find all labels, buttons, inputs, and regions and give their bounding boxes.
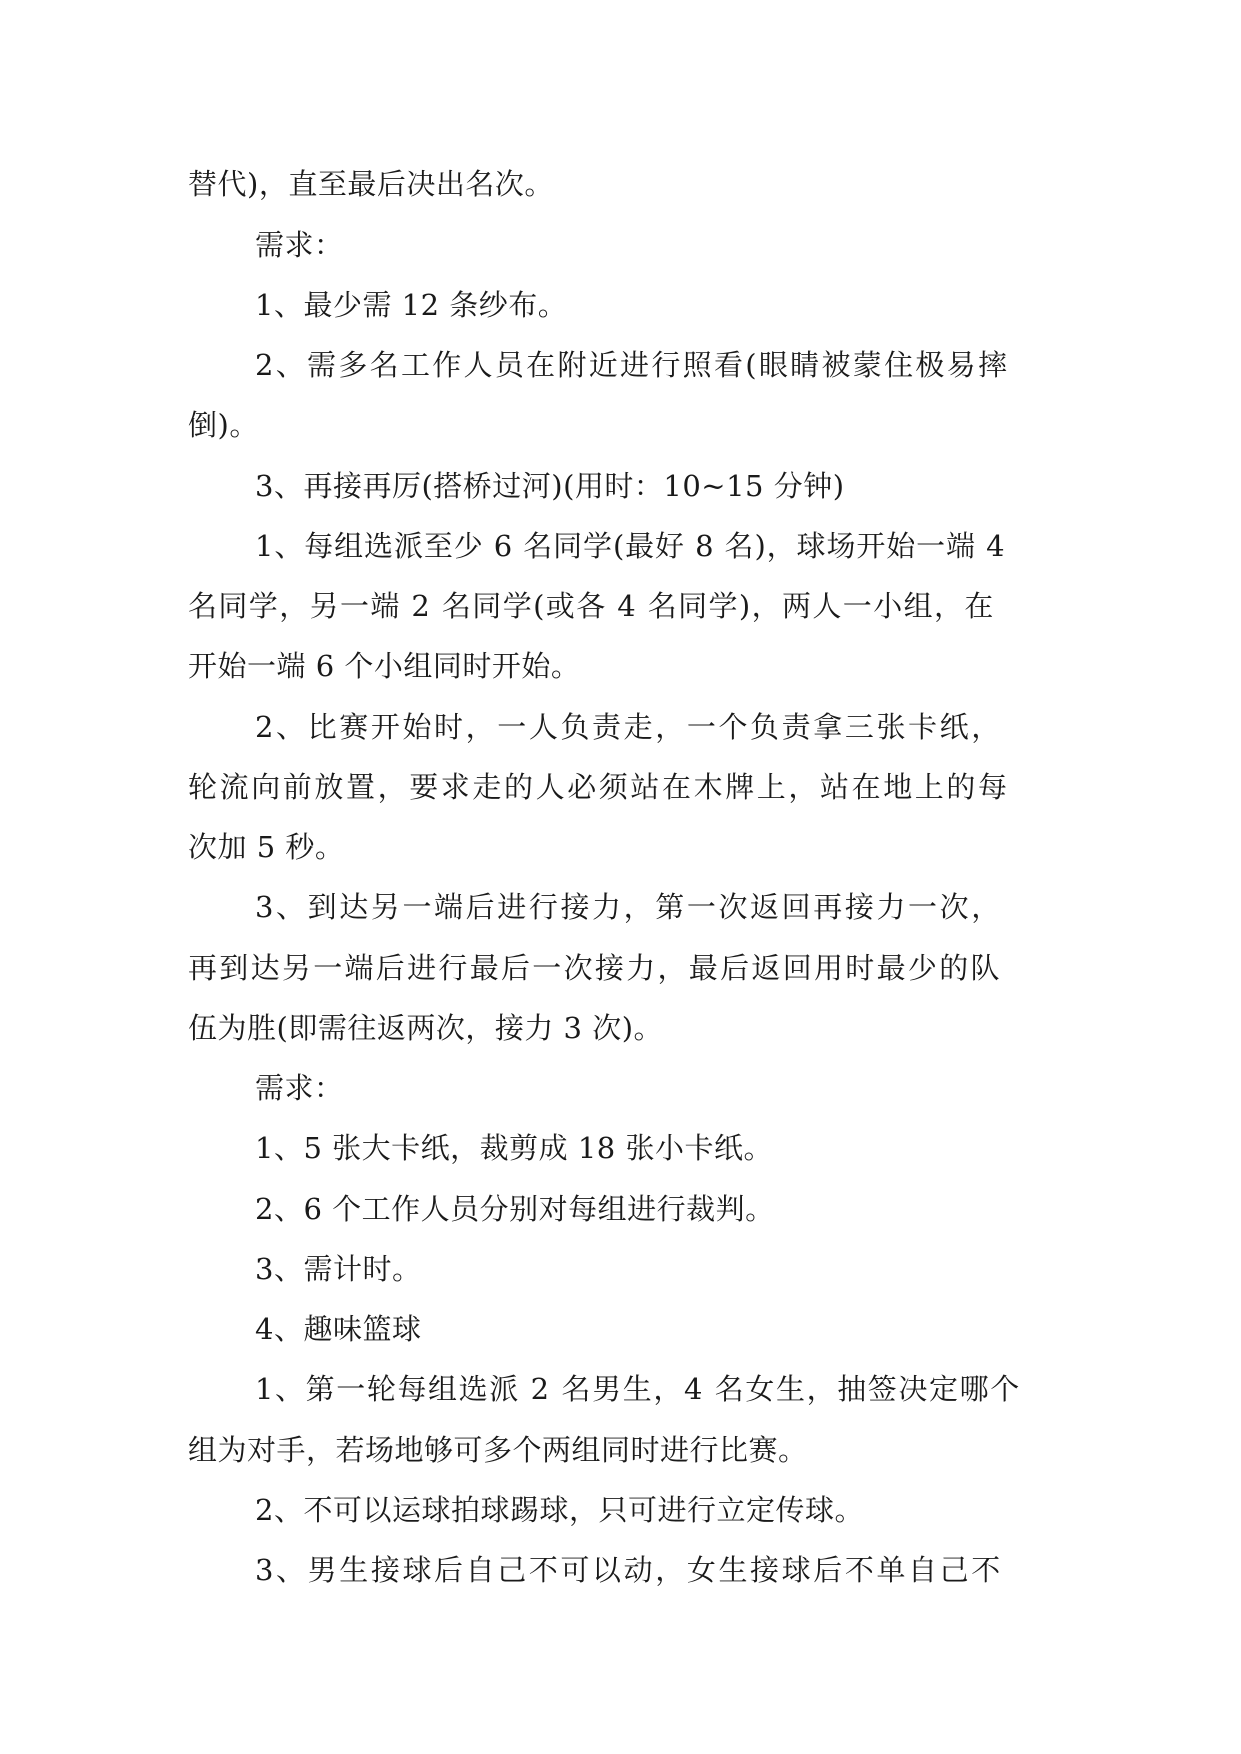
- text-line: 需求：: [255, 228, 344, 262]
- text-line: 1、第一轮每组选派 2 名男生，4 名女生，抽签决定哪个: [255, 1372, 1021, 1406]
- text-line: 4、趣味篮球: [255, 1312, 422, 1346]
- text-line: 2、不可以运球拍球踢球，只可进行立定传球。: [255, 1493, 864, 1527]
- text-line: 3、到达另一端后进行接力，第一次返回再接力一次，: [255, 890, 1003, 924]
- text-line: 开始一端 6 个小组同时开始。: [188, 649, 581, 683]
- text-line: 组为对手，若场地够可多个两组同时进行比赛。: [188, 1433, 808, 1467]
- text-line: 3、需计时。: [255, 1252, 422, 1286]
- text-line: 需求：: [255, 1071, 344, 1105]
- text-line: 2、6 个工作人员分别对每组进行裁判。: [255, 1192, 775, 1226]
- text-line: 2、比赛开始时，一人负责走，一个负责拿三张卡纸，: [255, 710, 1003, 744]
- text-line: 轮流向前放置，要求走的人必须站在木牌上，站在地上的每: [188, 770, 1010, 804]
- text-line: 名同学，另一端 2 名同学(或各 4 名同学)，两人一小组，在: [188, 589, 995, 623]
- text-line: 1、每组选派至少 6 名同学(最好 8 名)，球场开始一端 4: [255, 529, 1006, 563]
- text-line: 3、再接再厉(搭桥过河)(用时：10~15 分钟): [255, 469, 845, 503]
- text-line: 1、5 张大卡纸，裁剪成 18 张小卡纸。: [255, 1131, 773, 1165]
- text-line: 2、需多名工作人员在附近进行照看(眼睛被蒙住极易摔: [255, 348, 1010, 382]
- text-line: 3、男生接球后自己不可以动，女生接球后不单自己不: [255, 1553, 1003, 1587]
- text-line: 伍为胜(即需往返两次，接力 3 次)。: [188, 1011, 664, 1045]
- text-line: 1、最少需 12 条纱布。: [255, 288, 568, 322]
- text-line: 再到达另一端后进行最后一次接力，最后返回用时最少的队: [188, 951, 1002, 985]
- text-line: 倒)。: [188, 408, 259, 442]
- text-line: 替代)，直至最后决出名次。: [188, 167, 554, 201]
- text-line: 次加 5 秒。: [188, 830, 345, 864]
